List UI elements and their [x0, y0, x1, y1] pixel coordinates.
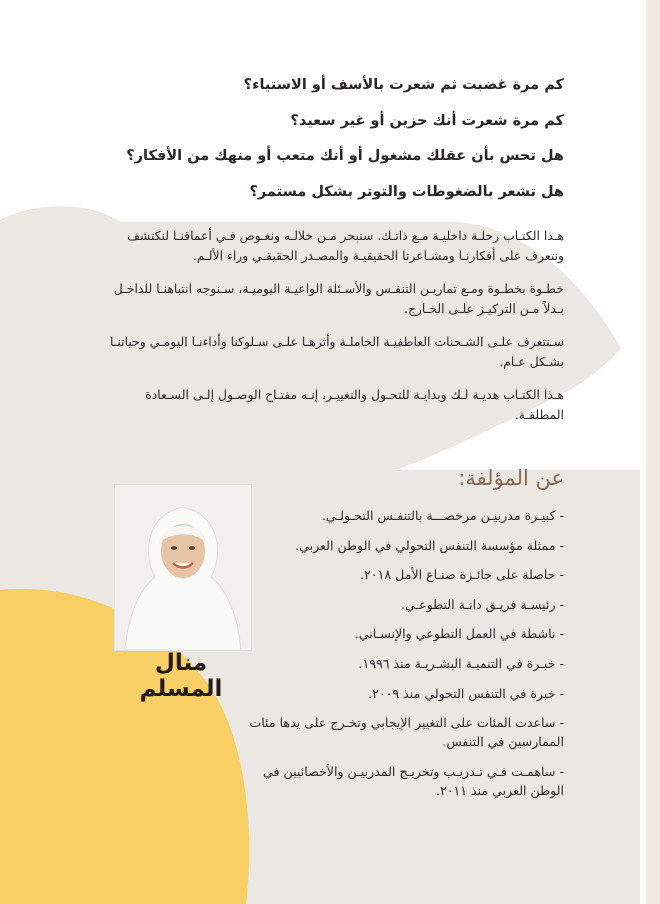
bio-item-text: ساهمـت فـي تـدريـب وتخريـج المدربيـن والأخصائيين في الوطن العربي منذ ٢٠١١. — [263, 763, 564, 798]
bullet-dash: - — [559, 508, 564, 523]
questions-block — [94, 68, 564, 210]
bullet-dash: - — [559, 685, 564, 701]
intro-paragraphs — [102, 226, 564, 438]
bio-item — [238, 624, 564, 643]
book-spine-edge — [646, 0, 660, 904]
bio-item-text: خبـرة في التنميـة البشـريـة منذ ١٩٩٦. — [358, 655, 556, 671]
question-line: كم مرة شعرت أنك حزين أو غير سعيد؟ — [290, 112, 564, 129]
author-portrait-illustration — [115, 485, 251, 650]
question-line: هل تشعر بالضغوطات والتوتر بشكل مستمر؟ — [249, 183, 564, 200]
bullet-dash: - — [559, 763, 564, 779]
bio-item — [238, 595, 564, 614]
intro-paragraph: هـذا الكتـاب هديـة لـك وبدايـة للتحـول والتغييـر، إنـه مفتـاح الوصـول إلـى السـعادة المطلقـة. — [145, 387, 564, 422]
bullet-dash: - — [559, 715, 564, 731]
bio-item — [238, 684, 564, 703]
bio-item-text: خبرة في التنفس التحولي منذ ٢٠٠٩. — [368, 685, 556, 701]
bullet-dash: - — [559, 537, 564, 553]
bullet-dash: - — [559, 567, 564, 583]
intro-paragraph: هـذا الكتـاب رحلـة داخليـة مـع ذاتـك. سنبحر مـن خلالـه ونغـوص فـي أعماقنـا لنكتشف ونتعرف على أفكارنـا ومشـاعرنا الحقيقيـة والمصـدر الحقيقـي وراء الألـم. — [127, 228, 564, 263]
bio-item-text: ساعدت المئات على التغيير الإيجابي وتخـرج على يدها مئات الممارسين في التنفس. — [249, 715, 564, 750]
bio-item-text: كبيـرة مدربيـن مرخصـــة بالتنفـس التحـولـي. — [321, 508, 556, 523]
author-bio-list — [238, 506, 564, 810]
bio-item — [238, 536, 564, 555]
bio-item — [238, 762, 564, 800]
author-signature: منال المسلم — [139, 650, 223, 702]
intro-paragraph: سـنتعرف علـى الشـحنات العاطفيـة الخاملـة وأثرهـا علـى سـلوكنا وأداءنـا اليومـي وحياتنـا بشـكل عـام. — [110, 334, 564, 369]
bullet-dash: - — [559, 596, 564, 612]
bio-item — [238, 654, 564, 673]
author-photo — [114, 484, 252, 651]
bio-item-text: ناشطة في العمل التطوعي والإنسـاني. — [354, 626, 556, 642]
bio-item-text: ممثلة مؤسسة التنفس التحولي في الوطن العربي. — [295, 537, 556, 553]
question-line: هل تحس بأن عقلك مشغول أو أنك متعب أو منهك من الأفكار؟ — [126, 148, 564, 164]
bullet-dash: - — [559, 655, 564, 671]
bio-item — [238, 506, 564, 525]
intro-paragraph: خطـوة بخطـوة ومـع تماريـن التنفـس والأسـئلة الواعيـة اليوميـة، سـنوجه انتباهنـا للداخـل بـدلاً مـن التركيـز علـى الخـارج. — [113, 281, 564, 316]
about-author-title: عن المؤلفة: — [458, 466, 564, 490]
question-line: كم مرة غضبت ثم شعرت بالأسف أو الاستياء؟ — [243, 77, 564, 93]
bio-item-text: رئيسـة فريـق دانـة التطوعـي. — [400, 596, 556, 612]
bio-item — [238, 565, 564, 584]
bullet-dash: - — [559, 626, 564, 642]
bio-item — [238, 713, 564, 751]
bio-item-text: حاصلة على جائـزة صنـاع الأمل ٢٠١٨. — [360, 567, 556, 583]
